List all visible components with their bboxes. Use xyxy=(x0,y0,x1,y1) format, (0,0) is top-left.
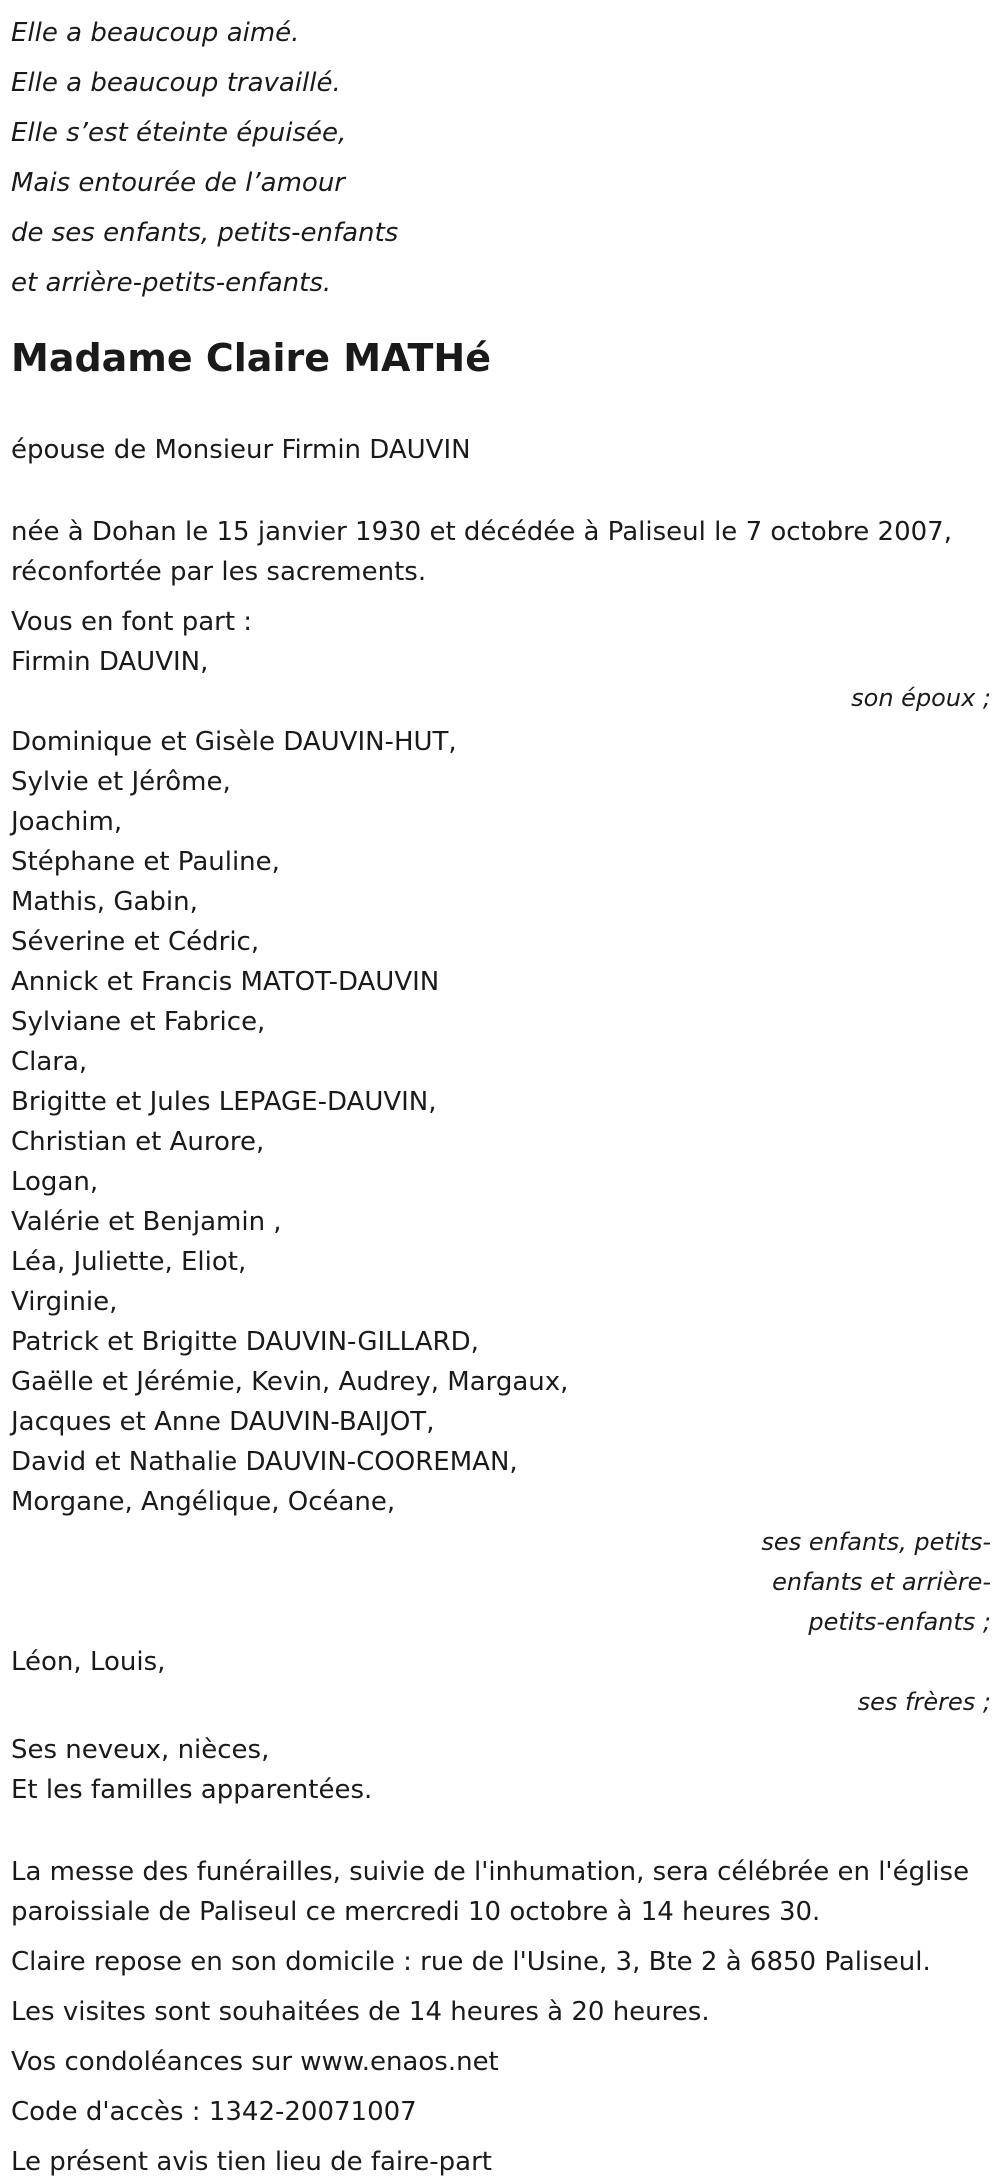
list-item: Virginie, xyxy=(11,1287,118,1317)
funeral-info xyxy=(11,1852,991,2182)
list-item: Valérie et Benjamin , xyxy=(11,1207,282,1237)
birth-death-info xyxy=(11,512,991,592)
visiting-hours: Les visites sont souhaitées de 14 heures à 20 heures. xyxy=(11,1997,710,2027)
list-item: Léa, Juliette, Eliot, xyxy=(11,1247,247,1277)
poem-line: Elle a beaucoup aimé. xyxy=(11,18,300,48)
list-item: Logan, xyxy=(11,1167,99,1197)
birth-death-line: née à Dohan le 15 janvier 1930 et décédée à Paliseul le 7 octobre 2007, xyxy=(11,517,952,547)
poem-line: et arrière-petits-enfants. xyxy=(11,268,332,298)
list-item: Patrick et Brigitte DAUVIN-GILLARD, xyxy=(11,1327,479,1357)
spouse-name: Firmin DAUVIN, xyxy=(11,647,209,677)
poem-line: Elle s’est éteinte épuisée, xyxy=(11,118,347,148)
poem-line: Elle a beaucoup travaillé. xyxy=(11,68,341,98)
list-item: Christian et Aurore, xyxy=(11,1127,265,1157)
children-role xyxy=(11,1522,991,1642)
children-role-line: ses enfants, petits- xyxy=(761,1528,991,1556)
siblings-names: Léon, Louis, xyxy=(11,1647,166,1677)
list-item: Sylviane et Fabrice, xyxy=(11,1007,266,1037)
list-item: Jacques et Anne DAUVIN-BAIJOT, xyxy=(11,1407,435,1437)
access-code: Code d'accès : 1342-20071007 xyxy=(11,2097,417,2127)
notice-line: Le présent avis tien lieu de faire-part xyxy=(11,2147,492,2177)
mass-line: paroissiale de Paliseul ce mercredi 10 octobre à 14 heures 30. xyxy=(11,1897,821,1927)
children-list xyxy=(11,722,991,1522)
announcement-intro: Vous en font part : xyxy=(11,607,253,637)
poem-line: Mais entourée de l’amour xyxy=(11,168,345,198)
list-item: Clara, xyxy=(11,1047,88,1077)
list-item: Séverine et Cédric, xyxy=(11,927,260,957)
list-item: Gaëlle et Jérémie, Kevin, Audrey, Margaux, xyxy=(11,1367,569,1397)
list-item: Mathis, Gabin, xyxy=(11,887,198,917)
list-item: Dominique et Gisèle DAUVIN-HUT, xyxy=(11,727,457,757)
deceased-name: Madame Claire MATHé xyxy=(11,336,491,380)
mass-line: La messe des funérailles, suivie de l'inhumation, sera célébrée en l'église xyxy=(11,1857,970,1887)
condolences-line: Vos condoléances sur www.enaos.net xyxy=(11,2047,499,2077)
list-item: Sylvie et Jérôme, xyxy=(11,767,231,797)
list-item: Joachim, xyxy=(11,807,123,837)
children-role-line: enfants et arrière- xyxy=(772,1568,991,1596)
list-item: Ses neveux, nièces, xyxy=(11,1735,270,1765)
list-item: Annick et Francis MATOT-DAUVIN xyxy=(11,967,440,997)
spouse-line: épouse de Monsieur Firmin DAUVIN xyxy=(11,435,471,465)
list-item: Morgane, Angélique, Océane, xyxy=(11,1487,396,1517)
spouse-role: son époux ; xyxy=(851,684,991,712)
list-item: Stéphane et Pauline, xyxy=(11,847,280,877)
obituary-page xyxy=(11,0,991,2182)
rest-location: Claire repose en son domicile : rue de l'Usine, 3, Bte 2 à 6850 Paliseul. xyxy=(11,1947,931,1977)
list-item: Brigitte et Jules LEPAGE-DAUVIN, xyxy=(11,1087,437,1117)
announcement xyxy=(11,602,991,1810)
siblings-role: ses frères ; xyxy=(857,1688,991,1716)
other-relatives xyxy=(11,1730,991,1810)
children-role-line: petits-enfants ; xyxy=(808,1608,991,1636)
poem-line: de ses enfants, petits-enfants xyxy=(11,218,399,248)
list-item: Et les familles apparentées. xyxy=(11,1775,373,1805)
sacraments-line: réconfortée par les sacrements. xyxy=(11,557,427,587)
list-item: David et Nathalie DAUVIN-COOREMAN, xyxy=(11,1447,518,1477)
poem xyxy=(11,0,991,308)
